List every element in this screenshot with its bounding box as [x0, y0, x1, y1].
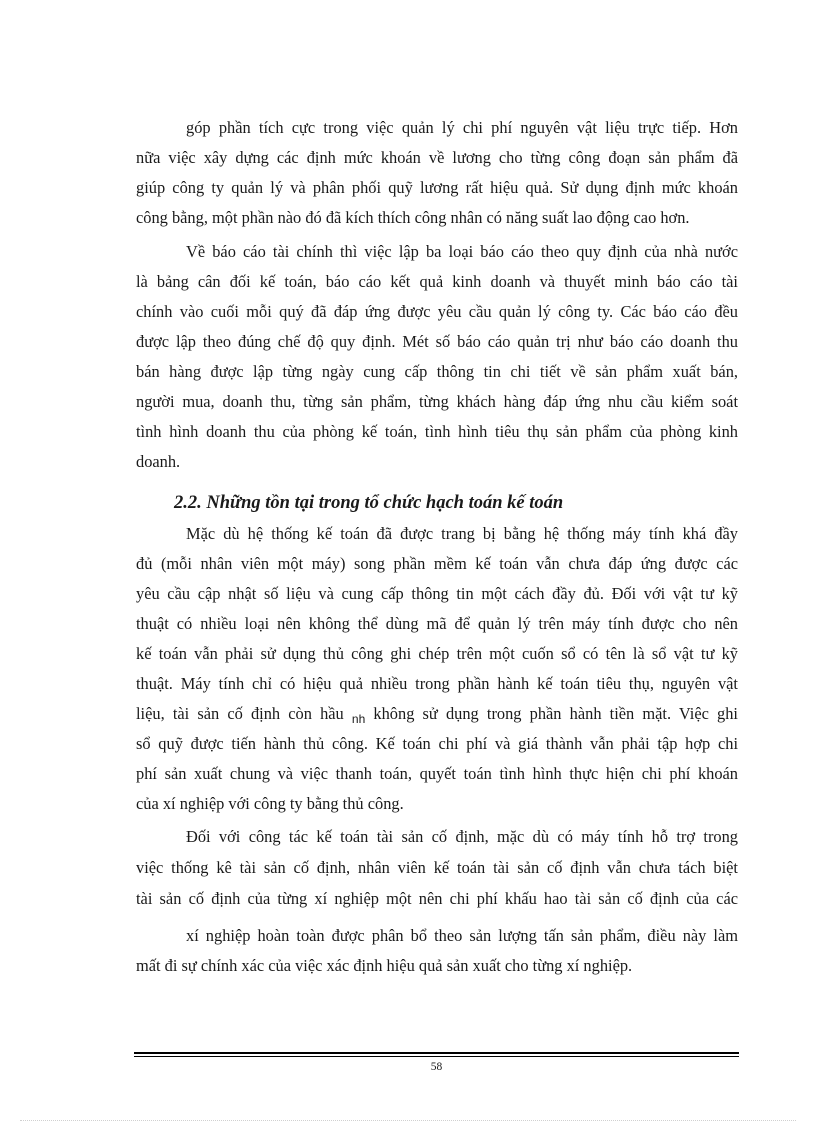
paragraph-line: nữa việc xây dựng các định mức khoán về lương cho từng công đoạn sản phẩm đã [136, 148, 738, 167]
paragraph-line: yêu cầu cập nhật số liệu và cung cấp thông tin một cách đầy đủ. Đối với vật tư kỹ [136, 584, 738, 603]
paragraph-line: tài sản cố định của từng xí nghiệp một nên chi phí khấu hao tài sản cố định của các [136, 889, 738, 908]
footer-rule [134, 1052, 739, 1054]
paragraph-line: doanh. [136, 452, 181, 471]
paragraph-line: chính vào cuối mỗi quý đã đáp ứng được yêu cầu quản lý công ty. Các báo cáo đều [136, 302, 738, 321]
paragraph-line: thuật. Máy tính chỉ có hiệu quả nhiều trong phần hành kế toán tiêu thụ, nguyên vật [136, 674, 738, 693]
paragraph-line: của xí nghiệp với công ty bằng thủ công. [136, 794, 404, 813]
section-heading: 2.2. Những tồn tại trong tổ chức hạch toán kế toán [174, 493, 564, 513]
paragraph-line: mất đi sự chính xác của việc xác định hiệu quả sản xuất cho từng xí nghiệp. [136, 956, 633, 975]
paragraph-line: thuật có nhiều loại nên không thể dùng mã để quản lý trên máy tính được cho nên [136, 614, 738, 633]
paragraph-line: việc thống kê tài sản cố định, nhân viên kế toán tài sản cố định vẫn chưa tách biệt [136, 858, 738, 877]
line-text: không sử dụng trong phần hành tiền mặt. Việc ghi [365, 704, 738, 723]
stray-fragment: nh [351, 712, 366, 726]
page-edge-divider [20, 1120, 796, 1121]
paragraph-line: Đối với công tác kế toán tài sản cố định, mặc dù có máy tính hỗ trợ trong [186, 827, 738, 846]
paragraph-line: phí sản xuất chung và việc thanh toán, quyết toán tình hình thực hiện chi phí khoán [136, 764, 738, 783]
paragraph-line: được lập theo đúng chế độ quy định. Mét số báo cáo quản trị như báo cáo doanh thu [136, 332, 738, 351]
paragraph-line [136, 703, 738, 725]
paragraph-line: bán hàng được lập từng ngày cung cấp thông tin chi tiết về sản phẩm xuất bán, [136, 362, 738, 381]
paragraph-line: giúp công ty quản lý và phân phối quỹ lương rất hiệu quả. Sử dụng định mức khoán [136, 178, 738, 197]
paragraph-line: tình hình doanh thu của phòng kế toán, tình hình tiêu thụ sản phẩm của phòng kinh [136, 422, 738, 441]
paragraph-line: là bảng cân đối kế toán, báo cáo kết quả kinh doanh và thuyết minh báo cáo tài [136, 272, 738, 291]
paragraph-line: kế toán vẫn phải sử dụng thủ công ghi chép trên một cuốn sổ có tên là sổ vật tư kỹ [136, 644, 738, 663]
footer-rule [134, 1056, 739, 1057]
page-number: 58 [430, 1061, 443, 1073]
paragraph-line: Về báo cáo tài chính thì việc lập ba loại báo cáo theo quy định của nhà nước [186, 242, 738, 261]
paragraph-line: sổ quỹ được tiến hành thủ công. Kế toán chi phí và giá thành vẫn phải tập hợp chi [136, 734, 738, 753]
paragraph-line: Mặc dù hệ thống kế toán đã được trang bị bằng hệ thống máy tính khá đầy [186, 524, 738, 543]
paragraph-line: công bằng, một phần nào đó đã kích thích công nhân có năng suất lao động cao hơn. [136, 208, 690, 227]
line-text: liệu, tài sản cố định còn hầu [136, 704, 352, 723]
paragraph-line: người mua, doanh thu, từng sản phẩm, từng khách hàng đáp ứng nhu cầu kiểm soát [136, 392, 738, 411]
paragraph-line: góp phần tích cực trong việc quản lý chi phí nguyên vật liệu trực tiếp. Hơn [186, 118, 738, 137]
paragraph-line: đủ (mỗi nhân viên một máy) song phần mềm kế toán vẫn chưa đáp ứng được các [136, 554, 738, 573]
paragraph-line: xí nghiệp hoàn toàn được phân bổ theo sản lượng tấn sản phẩm, điều này làm [186, 926, 738, 945]
